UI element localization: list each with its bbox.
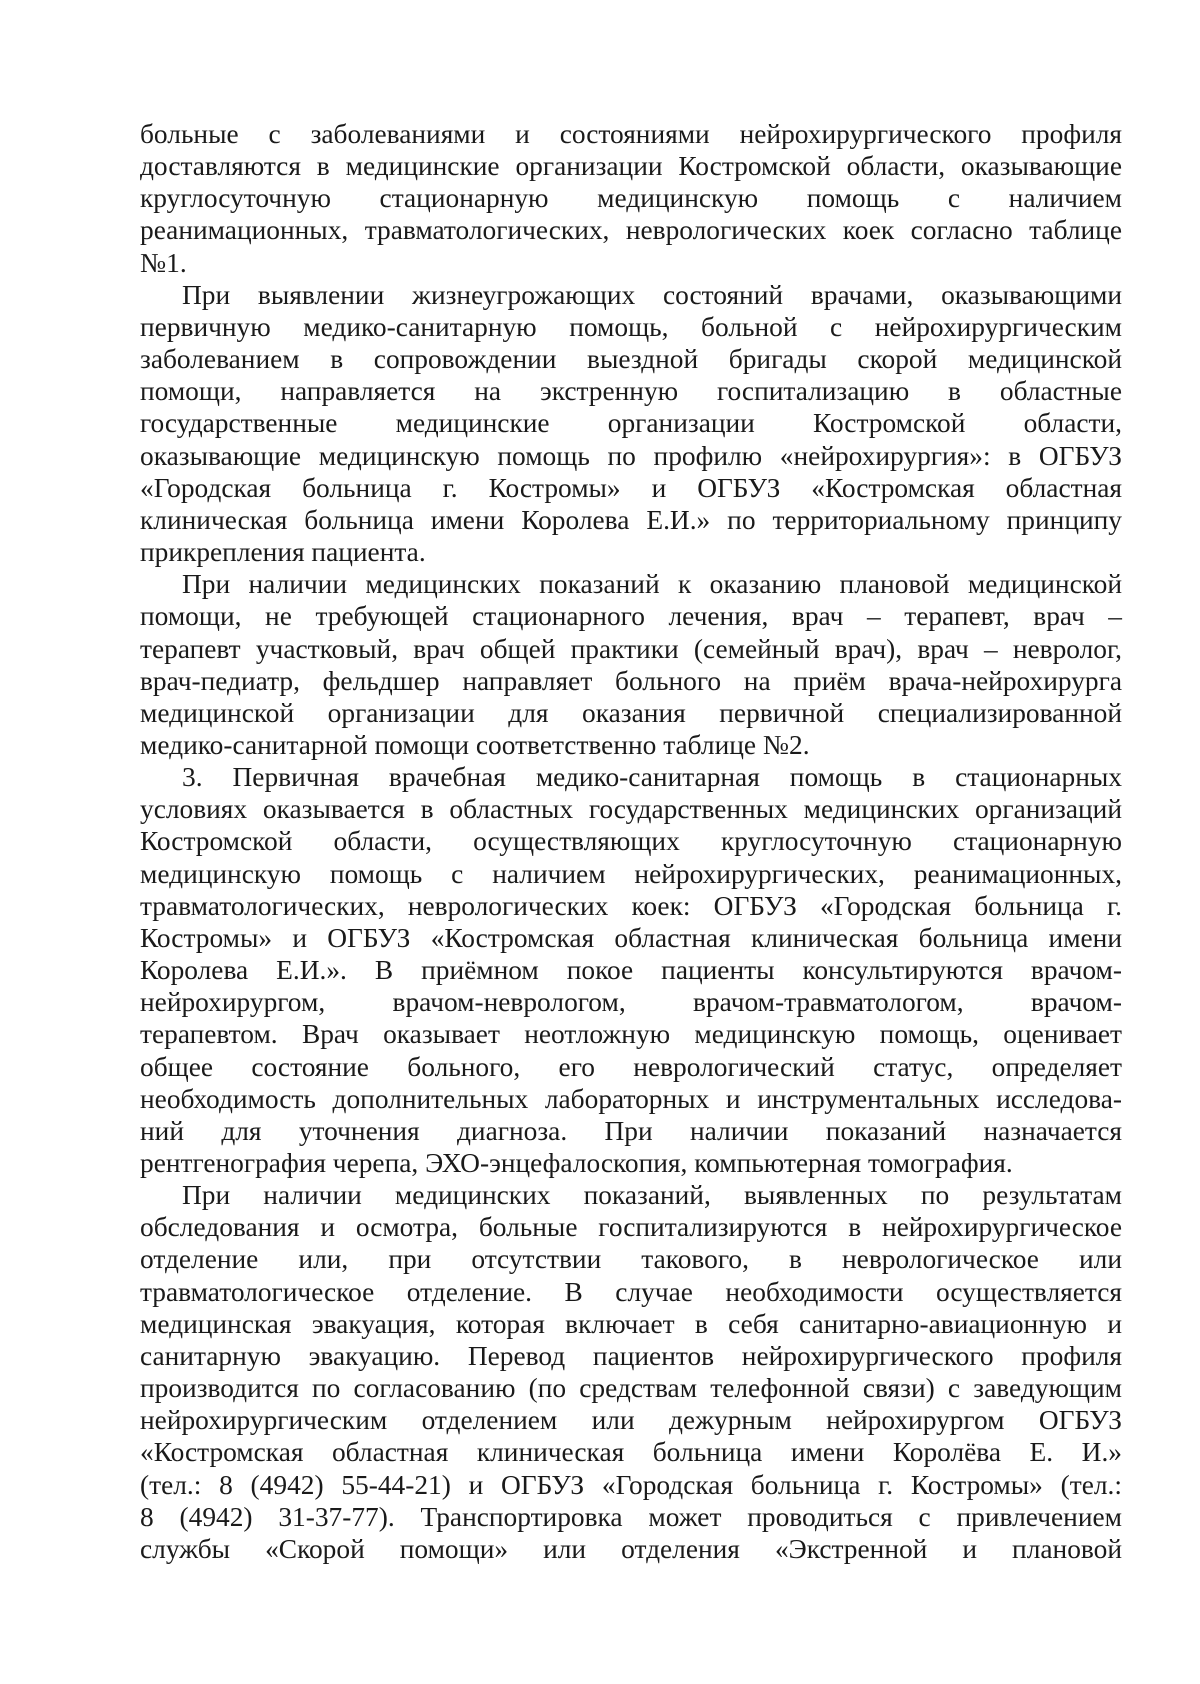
paragraph — [140, 118, 1122, 279]
text-line: При выявлении жизнеугрожающих состояний врачами, оказывающими — [182, 279, 1122, 310]
text-line: При наличии медицинских показаний, выявленных по результатам — [182, 1180, 1122, 1211]
text-line: травматологических, неврологических коек: ОГБУЗ «Городская больница г. — [140, 890, 1122, 921]
text-line: доставляются в медицинские организации Костромской области, оказывающие — [140, 151, 1122, 182]
paragraph — [140, 279, 1122, 568]
text-line: ний для уточнения диагноза. При наличии показаний назначается — [140, 1115, 1122, 1146]
text-line: государственные медицинские организации Костромской области, — [140, 408, 1122, 439]
text-line: «Костромская областная клиническая больница имени Королёва Е. И.» — [140, 1437, 1122, 1468]
text-line: При наличии медицинских показаний к оказанию плановой медицинской — [182, 569, 1122, 600]
text-line: «Городская больница г. Костромы» и ОГБУЗ «Костромская областная — [140, 472, 1122, 503]
text-line: рентгенография черепа, ЭХО-энцефалоскопия, компьютерная томография. — [140, 1148, 1013, 1178]
text-line: первичную медико-санитарную помощь, больной с нейрохирургическим — [140, 311, 1122, 342]
text-line: отделение или, при отсутствии такового, в неврологическое или — [140, 1244, 1122, 1275]
text-line: больные с заболеваниями и состояниями нейрохирургического профиля — [140, 119, 1122, 149]
text-line: (тел.: 8 (4942) 55-44-21) и ОГБУЗ «Городская больница г. Костромы» (тел.: — [140, 1469, 1122, 1500]
text-line: врач-педиатр, фельдшер направляет больного на приём врача-нейрохирурга — [140, 665, 1122, 696]
text-line: медицинскую помощь с наличием нейрохирургических, реанимационных, — [140, 858, 1122, 889]
text-line: общее состояние больного, его неврологический статус, определяет — [140, 1051, 1122, 1082]
text-line: службы «Скорой помощи» или отделения «Экстренной и плановой — [140, 1533, 1122, 1564]
text-line: травматологическое отделение. В случае необходимости осуществляется — [140, 1276, 1122, 1307]
paragraph — [140, 761, 1122, 1179]
text-line: Костромы» и ОГБУЗ «Костромская областная клиническая больница имени — [140, 922, 1122, 953]
text-line: 8 (4942) 31-37-77). Транспортировка может проводиться с привлечением — [140, 1501, 1122, 1532]
text-line: реанимационных, травматологических, неврологических коек согласно таблице — [140, 215, 1122, 246]
text-line: Королева Е.И.». В приёмном покое пациенты консультируются врачом- — [140, 955, 1122, 986]
paragraph — [140, 568, 1122, 761]
text-line: медико-санитарной помощи соответственно таблице №2. — [140, 729, 810, 760]
text-line: Костромской области, осуществляющих круглосуточную стационарную — [140, 826, 1122, 857]
text-line: медицинской организации для оказания первичной специализированной — [140, 697, 1122, 728]
text-line: нейрохирургическим отделением или дежурным нейрохирургом ОГБУЗ — [140, 1405, 1122, 1436]
document-body — [140, 118, 1122, 1565]
text-line: нейрохирургом, врачом-неврологом, врачом-травматологом, врачом- — [140, 987, 1122, 1018]
text-line: санитарную эвакуацию. Перевод пациентов нейрохирургического профиля — [140, 1340, 1122, 1371]
text-line: №1. — [140, 247, 187, 278]
text-line: необходимость дополнительных лабораторных и инструментальных исследова- — [140, 1083, 1122, 1114]
text-line: прикрепления пациента. — [140, 537, 426, 568]
text-line: оказывающие медицинскую помощь по профилю «нейрохирургия»: в ОГБУЗ — [140, 440, 1122, 471]
text-line: помощи, не требующей стационарного лечения, врач – терапевт, врач – — [140, 601, 1122, 632]
text-line: терапевт участковый, врач общей практики (семейный врач), врач – невролог, — [140, 633, 1122, 664]
text-line: производится по согласованию (по средствам телефонной связи) с заведующим — [140, 1373, 1122, 1404]
text-line: помощи, направляется на экстренную госпитализацию в областные — [140, 376, 1122, 407]
text-line: 3. Первичная врачебная медико-санитарная помощь в стационарных — [182, 762, 1122, 793]
text-line: терапевтом. Врач оказывает неотложную медицинскую помощь, оценивает — [140, 1019, 1122, 1050]
text-line: медицинская эвакуация, которая включает в себя санитарно-авиационную и — [140, 1308, 1122, 1339]
text-line: обследования и осмотра, больные госпитализируются в нейрохирургическое — [140, 1212, 1122, 1243]
text-line: условиях оказывается в областных государственных медицинских организаций — [140, 794, 1122, 825]
text-line: круглосуточную стационарную медицинскую помощь с наличием — [140, 183, 1122, 214]
text-line: заболеванием в сопровождении выездной бригады скорой медицинской — [140, 344, 1122, 375]
paragraph — [140, 1179, 1122, 1565]
text-line: клиническая больница имени Королева Е.И.» по территориальному принципу — [140, 504, 1122, 535]
